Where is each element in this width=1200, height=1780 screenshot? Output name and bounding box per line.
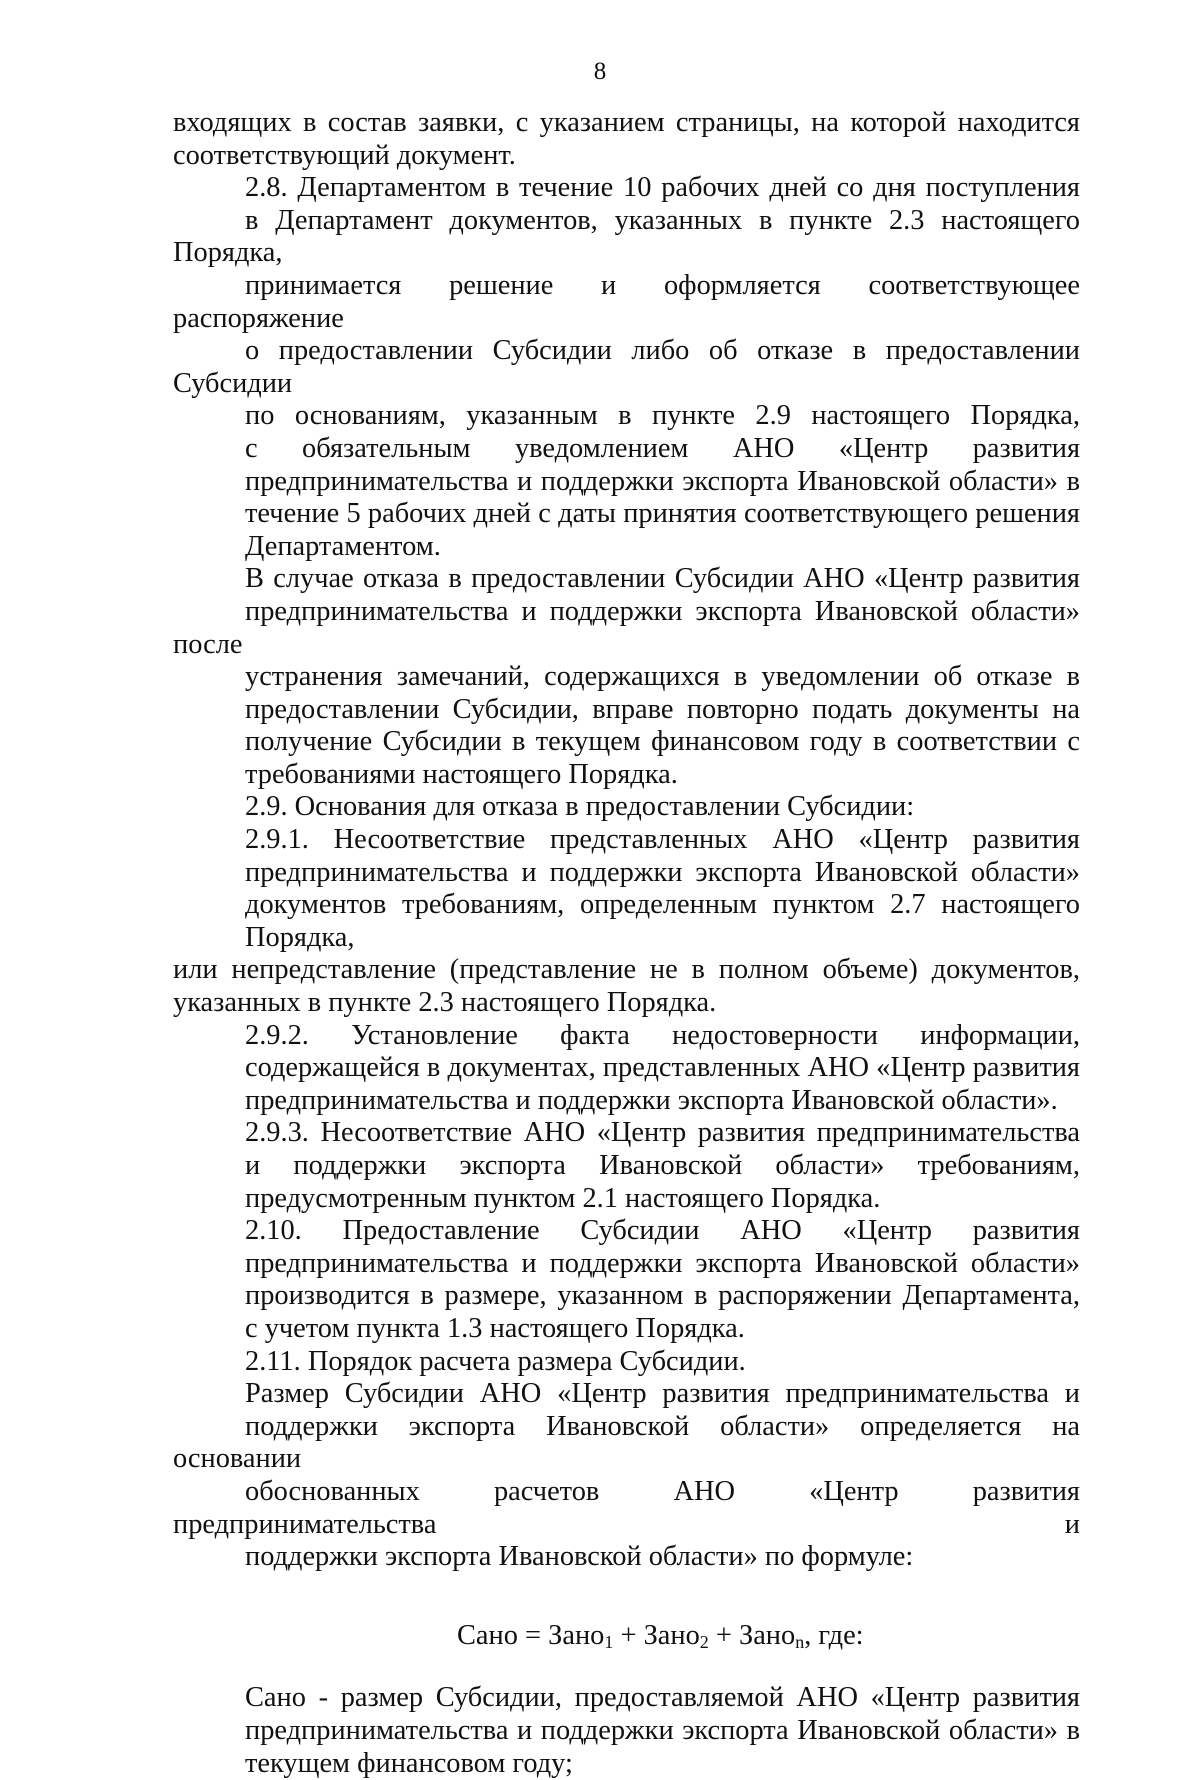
text-line: и поддержки экспорта Ивановской области» требованиям, — [173, 1150, 1080, 1183]
text-line: Департаментом. — [173, 531, 1080, 564]
text-line: документов требованиям, определенным пунктом 2.7 настоящего — [173, 889, 1080, 922]
text-line: по основаниям, указанным в пункте 2.9 настоящего Порядка, — [173, 400, 1080, 433]
text-line: Сано - размер Субсидии, предоставляемой АНО «Центр развития — [173, 1682, 1080, 1715]
text-line: 2.8. Департаментом в течение 10 рабочих дней со дня поступления — [173, 172, 1080, 205]
text-line: принимается решение и оформляется соответствующее распоряжение — [173, 270, 1080, 335]
paragraph — [173, 954, 1080, 1019]
text-line: в Департамент документов, указанных в пункте 2.3 настоящего Порядка, — [173, 205, 1080, 270]
text-line: предпринимательства и поддержки экспорта Ивановской области» — [173, 857, 1080, 890]
page-number: 8 — [0, 56, 1200, 88]
paragraph — [173, 1020, 1080, 1118]
formula-sub-1: 1 — [604, 1632, 613, 1652]
text-line: устранения замечаний, содержащихся в уведомлении об отказе в — [173, 661, 1080, 694]
paragraph — [173, 563, 1080, 791]
formula-term-2: + Зано — [613, 1620, 699, 1651]
text-line: 2.9.2. Установление факта недостоверности информации, — [173, 1020, 1080, 1053]
paragraph — [173, 1378, 1080, 1574]
text-line: предпринимательства и поддержки экспорта Ивановской области» после — [173, 596, 1080, 661]
formula-sub-2: 2 — [700, 1632, 709, 1652]
text-line: соответствующий документ. — [173, 140, 1080, 173]
text-line: 2.11. Порядок расчета размера Субсидии. — [173, 1346, 1080, 1379]
text-line: предусмотренным пунктом 2.1 настоящего Порядка. — [173, 1183, 1080, 1216]
text-line: В случае отказа в предоставлении Субсидии АНО «Центр развития — [173, 563, 1080, 596]
text-line: с учетом пункта 1.3 настоящего Порядка. — [173, 1313, 1080, 1346]
paragraph — [173, 107, 1080, 172]
text-line: входящих в состав заявки, с указанием страницы, на которой находится — [173, 107, 1080, 140]
text-line: предпринимательства и поддержки экспорта Ивановской области» — [173, 1248, 1080, 1281]
paragraph — [173, 791, 1080, 824]
text-line: производится в размере, указанном в распоряжении Департамента, — [173, 1280, 1080, 1313]
document-body — [173, 107, 1080, 1780]
text-line: содержащейся в документах, представленных АНО «Центр развития — [173, 1052, 1080, 1085]
text-line: 2.9.1. Несоответствие представленных АНО «Центр развития — [173, 824, 1080, 857]
paragraph — [173, 1215, 1080, 1345]
text-line: предпринимательства и поддержки экспорта Ивановской области» в — [173, 466, 1080, 499]
formula-lhs: Сано = Зано — [457, 1620, 604, 1651]
paragraph — [173, 172, 1080, 563]
text-line: течение 5 рабочих дней с даты принятия соответствующего решения — [173, 498, 1080, 531]
text-line: предпринимательства и поддержки экспорта Ивановской области» в — [173, 1715, 1080, 1748]
formula-term-n: + Зано — [709, 1620, 795, 1651]
formula-sub-n: n — [795, 1632, 804, 1652]
paragraphs-before-formula — [173, 107, 1080, 1574]
formula-tail: , где: — [804, 1620, 863, 1651]
paragraph — [173, 824, 1080, 954]
paragraph — [173, 1117, 1080, 1215]
text-line: 2.9. Основания для отказа в предоставлении Субсидии: — [173, 791, 1080, 824]
text-line: требованиями настоящего Порядка. — [173, 759, 1080, 792]
text-line: Порядка, — [173, 922, 1080, 955]
text-line: текущем финансовом году; — [173, 1748, 1080, 1780]
text-line: предпринимательства и поддержки экспорта Ивановской области». — [173, 1085, 1080, 1118]
text-line: 2.9.3. Несоответствие АНО «Центр развития предпринимательства — [173, 1117, 1080, 1150]
formula — [173, 1620, 1080, 1653]
text-line: предоставлении Субсидии, вправе повторно подать документы на — [173, 694, 1080, 727]
text-line: 2.10. Предоставление Субсидии АНО «Центр развития — [173, 1215, 1080, 1248]
text-line: поддержки экспорта Ивановской области» определяется на основании — [173, 1411, 1080, 1476]
text-line: обоснованных расчетов АНО «Центр развития предпринимательства и — [173, 1476, 1080, 1541]
text-line: с обязательным уведомлением АНО «Центр развития — [173, 433, 1080, 466]
text-line: получение Субсидии в текущем финансовом году в соответствии с — [173, 726, 1080, 759]
text-line: указанных в пункте 2.3 настоящего Порядка. — [173, 987, 1080, 1020]
text-line: или непредставление (представление не в полном объеме) документов, — [173, 954, 1080, 987]
paragraph — [173, 1346, 1080, 1379]
text-line: поддержки экспорта Ивановской области» по формуле: — [173, 1541, 1080, 1574]
text-line: о предоставлении Субсидии либо об отказе в предоставлении Субсидии — [173, 335, 1080, 400]
text-line: Размер Субсидии АНО «Центр развития предпринимательства и — [173, 1378, 1080, 1411]
